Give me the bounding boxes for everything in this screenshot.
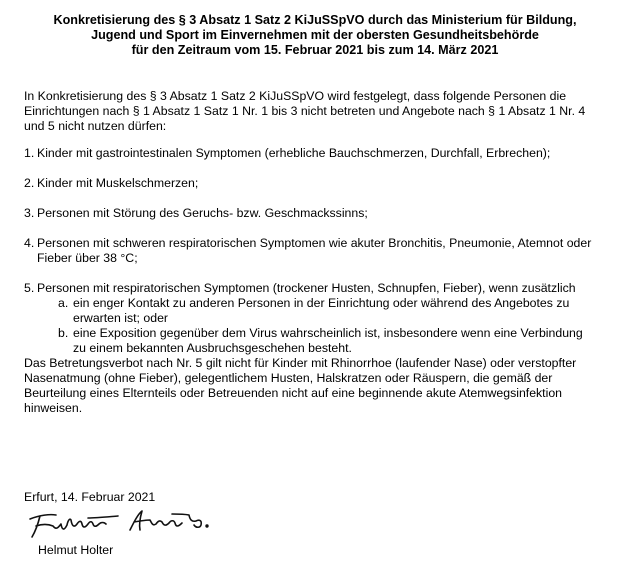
list-item-text: Personen mit respiratorischen Symptomen (trockener Husten, Schnupfen, Fieber), wenn zusätzlich [37, 281, 576, 295]
title-line-2: Jugend und Sport im Einvernehmen mit der obersten Gesundheitsbehörde [91, 28, 539, 42]
list-item-number: 5. [24, 281, 35, 295]
sub-list-item [24, 326, 594, 356]
exception-note: Das Betretungsverbot nach Nr. 5 gilt nicht für Kinder mit Rhinorrhoe (laufender Nase) oder verstopfter Nasenatmung (ohne Fieber), gelegentlichem Husten, Halskratzen oder Räuspern, die gemäß der Beurteilung eines Elternteils oder Betreuenden nicht auf eine beginnende akute Atemwegsinfektion hinweisen. [24, 356, 577, 415]
document-title [0, 13, 630, 58]
place-date: Erfurt, 14. Februar 2021 [24, 490, 156, 504]
list-item [24, 281, 594, 296]
list-item-number: 1. [24, 146, 35, 160]
sub-list-item-text: ein enger Kontakt zu anderen Personen in der Einrichtung oder während des Angebotes zu erwarten ist; oder [73, 296, 570, 325]
sub-list-item [24, 296, 594, 326]
list-item-number: 2. [24, 176, 35, 190]
list-item-text: Personen mit schweren respiratorischen Symptomen wie akuter Bronchitis, Pneumonie, Atemnot oder Fieber über 38 °C; [37, 236, 592, 265]
handwritten-signature [26, 506, 216, 540]
list-item-text: Kinder mit Muskelschmerzen; [37, 176, 199, 190]
list-item-text: Personen mit Störung des Geruchs- bzw. Geschmackssinns; [37, 206, 368, 220]
title-line-1: Konkretisierung des § 3 Absatz 1 Satz 2 KiJuSSpVO durch das Ministerium für Bildung, [53, 13, 577, 27]
title-line-3: für den Zeitraum vom 15. Februar 2021 bis zum 14. März 2021 [131, 43, 499, 57]
list-item-number: 3. [24, 206, 35, 220]
intro-paragraph: In Konkretisierung des § 3 Absatz 1 Satz 2 KiJuSSpVO wird festgelegt, dass folgende Personen die Einrichtungen nach § 1 Absatz 1 Satz 1 Nr. 1 bis 3 nicht betreten und Angebote nach § 1 Absatz 1 Nr. 4 und 5 nicht nutzen dürfen: [24, 89, 586, 133]
list-item [24, 236, 594, 266]
sub-list-item-letter: b. [58, 326, 69, 340]
list-item [24, 146, 594, 161]
document-body [24, 89, 594, 416]
list-item [24, 176, 594, 191]
list-item [24, 206, 594, 221]
sub-list-item-text: eine Exposition gegenüber dem Virus wahrscheinlich ist, insbesondere wenn eine Verbindung zu einem bekannten Ausbruchsgeschehen besteht. [73, 326, 583, 355]
list-item-number: 4. [24, 236, 35, 250]
sub-list-item-letter: a. [58, 296, 69, 310]
signer-name: Helmut Holter [38, 543, 114, 557]
list-item-text: Kinder mit gastrointestinalen Symptomen (erhebliche Bauchschmerzen, Durchfall, Erbrechen); [37, 146, 551, 160]
